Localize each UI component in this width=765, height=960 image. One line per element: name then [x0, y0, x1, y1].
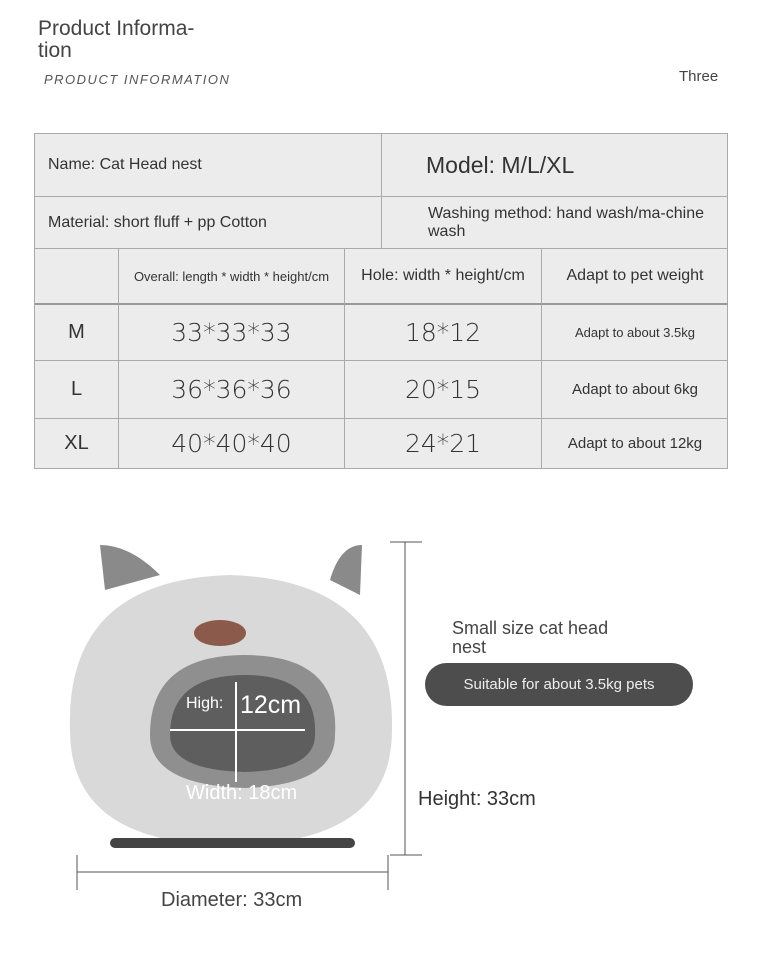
overall-cell: 40*40*40 [119, 419, 345, 468]
header-hole: Hole: width * height/cm [345, 249, 542, 305]
weight-cell: Adapt to about 12kg [567, 435, 703, 452]
hole-cell: 18*12 [345, 305, 542, 361]
weight-cell: Adapt to about 6kg [542, 361, 728, 419]
logo-badge [194, 620, 246, 646]
corner-label: Three [679, 68, 719, 85]
product-name: Small size cat head nest [452, 618, 609, 657]
material-cell: Material: short fluff + pp Cotton [35, 197, 382, 249]
product-info-table [34, 133, 728, 469]
overall-cell: 33*33*33 [119, 305, 345, 361]
page-subtitle: PRODUCT INFORMATION [44, 72, 231, 87]
hole-cell: 24*21 [345, 419, 542, 468]
high-value: 12cm [240, 691, 302, 719]
size-cell: XL [35, 419, 119, 468]
washing-cell: Washing method: hand wash/ma-chine wash [382, 197, 728, 249]
diameter-label: Diameter: 33cm [161, 889, 303, 911]
width-label: Width: 18cm [186, 782, 298, 804]
weight-cell: Adapt to about 3.5kg [542, 305, 728, 361]
cat-bed-illustration [0, 520, 765, 960]
suitable-weight-badge: Suitable for about 3.5kg pets [425, 663, 693, 706]
name-cell: Name: Cat Head nest [35, 134, 382, 197]
header-weight: Adapt to pet weight [542, 249, 728, 305]
header-overall: Overall: length * width * height/cm [119, 249, 345, 305]
hole-cell: 20*15 [345, 361, 542, 419]
page-title: Product Informa- tion [38, 17, 195, 62]
overall-cell: 36*36*36 [119, 361, 345, 419]
left-ear [100, 545, 160, 590]
size-cell: L [35, 361, 119, 419]
model-cell: Model: M/L/XL [382, 134, 728, 197]
header-blank [35, 249, 119, 305]
high-label: High: [186, 695, 224, 712]
right-ear [330, 545, 362, 595]
size-cell: M [35, 305, 119, 361]
height-label: Height: 33cm [418, 788, 536, 810]
